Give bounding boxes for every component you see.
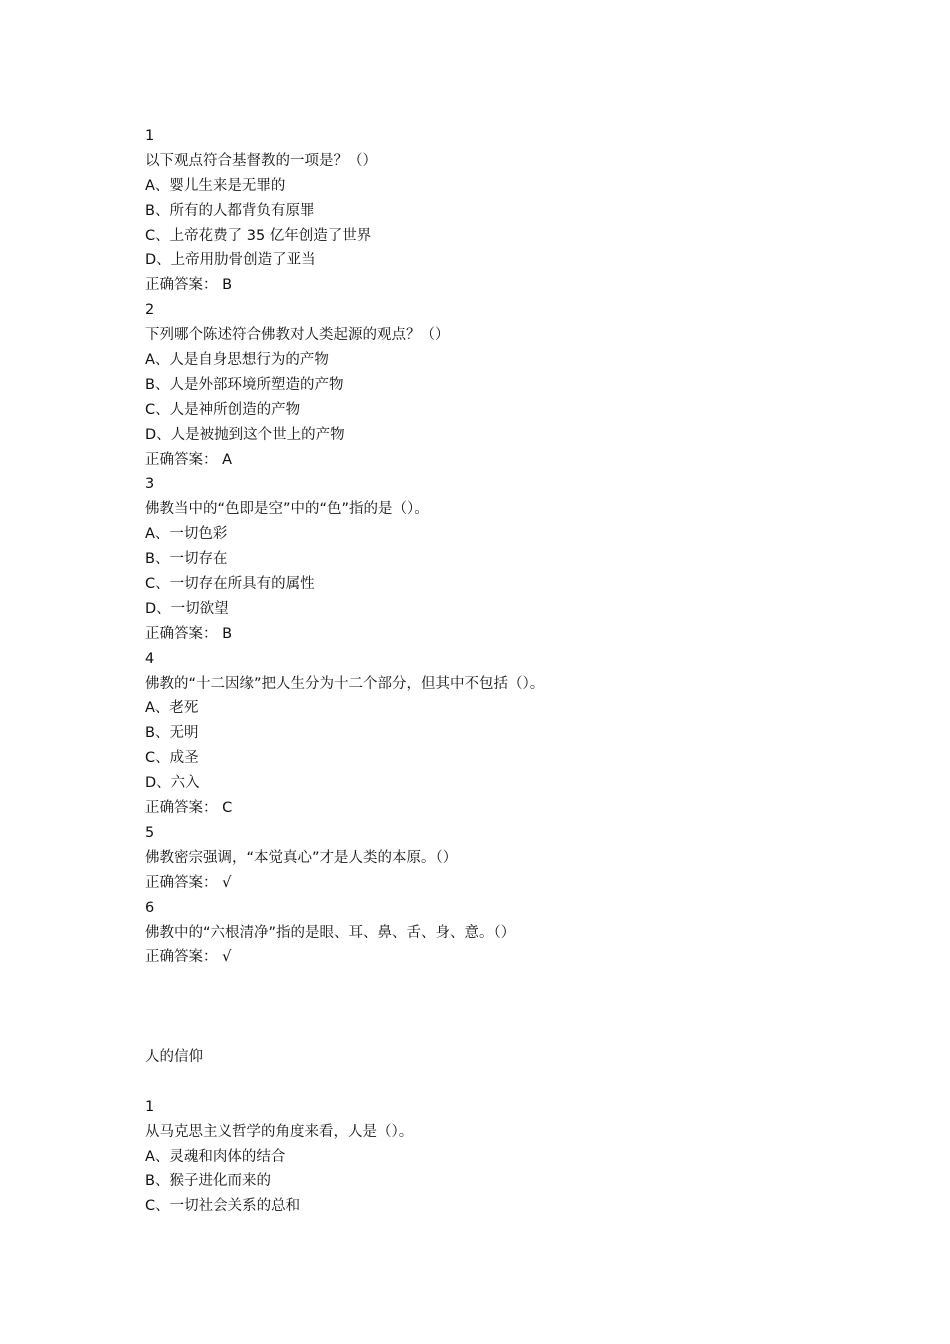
- option-a: A、一切色彩: [145, 526, 228, 543]
- question-number: 1: [145, 1098, 155, 1115]
- option-a: A、婴儿生来是无罪的: [145, 177, 286, 194]
- option-c: C、成圣: [145, 750, 199, 767]
- question-block: [145, 647, 905, 821]
- correct-answer: 正确答案： B: [145, 625, 233, 642]
- question-text: 下列哪个陈述符合佛教对人类起源的观点？（）: [145, 327, 450, 344]
- question-text: 佛教密宗强调，“本觉真心”才是人类的本原。（）: [145, 849, 458, 866]
- question-text: 佛教中的“六根清净”指的是眼、耳、鼻、舌、身、意。（）: [145, 924, 516, 941]
- correct-answer: 正确答案： √: [145, 874, 232, 891]
- question-text: 从马克思主义哲学的角度来看，人是（）。: [145, 1123, 414, 1140]
- option-b: B、猴子进化而来的: [145, 1173, 271, 1190]
- option-a: A、灵魂和肉体的结合: [145, 1148, 286, 1165]
- question-text: 佛教的“十二因缘”把人生分为十二个部分，但其中不包括（）。: [145, 675, 545, 692]
- question-block: [145, 472, 905, 646]
- question-block: [145, 1095, 905, 1219]
- option-d: D、一切欲望: [145, 600, 229, 617]
- option-c: C、人是神所创造的产物: [145, 401, 301, 418]
- correct-answer: 正确答案： A: [145, 451, 233, 468]
- question-number: 3: [145, 476, 155, 493]
- option-b: B、所有的人都背负有原罪: [145, 202, 315, 219]
- question-block: [145, 821, 905, 896]
- question-number: 1: [145, 128, 155, 144]
- option-c: C、一切存在所具有的属性: [145, 576, 315, 593]
- heading-spacer: [145, 1070, 905, 1095]
- question-text: 佛教当中的“色即是空”中的“色”指的是（）。: [145, 501, 429, 518]
- correct-answer: 正确答案： √: [145, 949, 232, 966]
- document-page: [145, 124, 905, 1219]
- correct-answer: 正确答案： B: [145, 277, 233, 294]
- option-c: C、上帝花费了 35 亿年创造了世界: [145, 227, 372, 244]
- correct-answer: 正确答案： C: [145, 800, 233, 817]
- option-b: B、人是外部环境所塑造的产物: [145, 376, 344, 393]
- option-a: A、老死: [145, 700, 199, 717]
- question-block: [145, 124, 905, 298]
- option-b: B、无明: [145, 725, 199, 742]
- question-number: 6: [145, 899, 155, 916]
- option-c: C、一切社会关系的总和: [145, 1198, 301, 1215]
- option-d: D、人是被抛到这个世上的产物: [145, 426, 345, 443]
- option-d: D、上帝用肋骨创造了亚当: [145, 252, 316, 269]
- question-text: 以下观点符合基督教的一项是？（）: [145, 152, 377, 169]
- section-spacer: [145, 970, 905, 1045]
- question-number: 2: [145, 302, 155, 319]
- question-block: [145, 896, 905, 971]
- question-block: [145, 298, 905, 472]
- option-a: A、人是自身思想行为的产物: [145, 352, 329, 369]
- section-heading: 人的信仰: [145, 1048, 203, 1065]
- question-number: 4: [145, 650, 155, 667]
- option-b: B、一切存在: [145, 551, 228, 568]
- option-d: D、六入: [145, 775, 200, 792]
- question-number: 5: [145, 824, 155, 841]
